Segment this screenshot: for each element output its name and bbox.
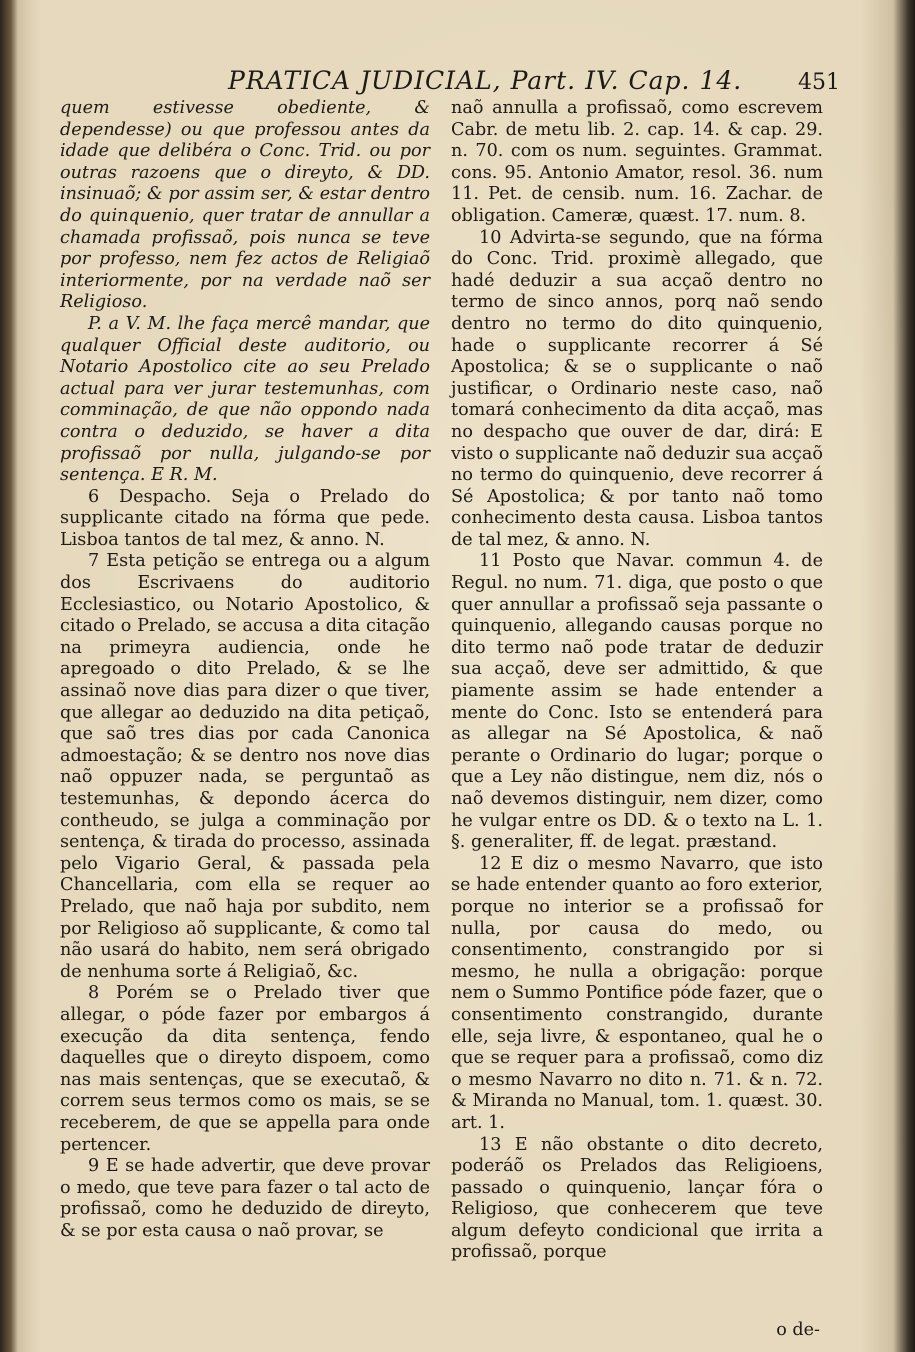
running-title: PRATICA JUDICIAL, Part. IV. Cap. 14. — [228, 66, 743, 95]
paragraph-right-5: 13 E não obstante o dito decreto, poderáõ os Prelados das Religioens, passado o quinquenio, lançar fóra o Religioso, que conhecerem que teve algum defeyto condicional que irrita a profissaõ, porque — [451, 1134, 823, 1263]
running-header — [60, 66, 840, 100]
page-binding-shadow — [0, 0, 18, 1352]
paragraph-right-3: 11 Posto que Navar. commun 4. de Regul. no num. 71. diga, que posto o que quer annullar a profissaõ seja passante o quinquenio, allegando causas porque no dito termo naõ pode tratar de deduzir sua acçaõ, deve ser admittido, & que piamente assim se hade entender a mente do Conc. Isto se entenderá para as allegar na Sé Apostolica, & naõ perante o Ordinario do lugar; porque o que a Ley não distingue, nem diz, nós o naõ devemos distinguir, nem dizer, como he vulgar entre os DD. & o texto na L. 1. §. generaliter, ff. de legat. præstand. — [451, 551, 823, 853]
catchword: o de- — [776, 1320, 820, 1340]
paragraph-right-1: naõ annulla a profissaõ, como escrevem Cabr. de metu lib. 2. cap. 14. & cap. 29. n. 70. com os num. seguintes. Grammat. cons. 95. Antonio Amator, resol. 36. num 11. Pet. de censib. num. 16. Zachar. de obligation. Cameræ, quæst. 17. num. 8. — [451, 98, 823, 226]
paragraph-left-3: 6 Despacho. Seja o Prelado do supplicante citado na fórma que pede. Lisboa tantos de tal mez, & anno. N. — [60, 486, 430, 550]
paragraph-right-4: 12 E diz o mesmo Navarro, que isto se hade entender quanto ao foro exterior, porque no interior se a profissaõ for nulla, por causa do medo, ou consentimento, constrangido por si mesmo, he nulla a obrigação: porque nem o Summo Pontifice póde fazer, que o consentimento constrangido, durante elle, seja livre, & espontaneo, qual he o que se requer para a profissaõ, como diz o mesmo Navarro no dito n. 71. & n. 72. & Miranda no Manual, tom. 1. quæst. 30. art. 1. — [451, 853, 823, 1133]
page-edge-shadow — [893, 0, 915, 1352]
paragraph-left-4: 7 Esta petição se entrega ou a algum dos Escrivaens do auditorio Ecclesiastico, ou Notario Apostolico, & citado o Prelado, se accusa a dita citação na primeyra audiencia, onde he apregoado o dito Prelado, & se lhe assinaõ nove dias para dizer o que tiver, que allegar ao deduzido na dita petiçaõ, que saõ tres dias por cada Canonica admoestação; & se dentro nos nove dias naõ oppuzer nada, se perguntaõ as testemunhas, & depondo ácerca do contheudo, se julga a comminação por sentença, & tirada do processo, assinada pelo Vigario Geral, & passada pela Chancellaria, com ella se requer ao Prelado, que naõ haja por subdito, nem por Religioso aõ supplicante, & como tal não usará do habito, nem será obrigado de nenhuma sorte á Religiaõ, &c. — [60, 551, 430, 982]
paragraph-right-2: 10 Advirta-se segundo, que na fórma do Conc. Trid. proximè allegado, que hadé deduzir a sua acçaõ dentro no termo de sinco annos, porq naõ sendo dentro no termo do dito quinquenio, hade o supplicante recorrer á Sé Apostolica; & se o supplicante o naõ justificar, o Ordinario neste caso, naõ tomará conhecimento da dita acçaõ, mas no despacho que ouver de dar, dirá: E visto o supplicante naõ deduzir sua acçaõ no termo do quinquenio, deve recorrer á Sé Apostolica; & por tanto naõ tomo conhecimento desta causa. Lisboa tantos de tal mez, & anno. N. — [451, 227, 823, 550]
left-column — [60, 98, 430, 1242]
right-column — [451, 98, 823, 1264]
paragraph-left-2: P. a V. M. lhe faça mercê mandar, que qualquer Official deste auditorio, ou Notario Apostolico cite ao seu Prelado actual para ver jurar testemunhas, com comminação, de que não oppondo nada contra o deduzido, se haver a dita profissaõ por nulla, julgando-se por sentença. E R. M. — [60, 313, 430, 486]
paragraph-left-1: quem estivesse obediente, & dependesse) ou que professou antes da idade que delibéra o Conc. Trid. ou por outras razoens que o direyto, & DD. insinuaõ; & por assim ser, & estar dentro do quinquenio, quer tratar de annullar a chamada profissaõ, pois nunca se teve por professo, nem fez actos de Religiaõ interiormente, por na verdade naõ ser Religioso. — [60, 98, 430, 313]
paragraph-left-6: 9 E se hade advertir, que deve provar o medo, que teve para fazer o tal acto de profissaõ, como he deduzido de direyto, & se por esta causa o naõ provar, se — [60, 1156, 430, 1241]
page-number: 451 — [798, 70, 840, 95]
paragraph-left-5: 8 Porém se o Prelado tiver que allegar, o póde fazer por embargos á execução da dita sentença, fendo daquelles que o direyto dispoem, como nas mais sentenças, que se executaõ, & correm seus termos como os mais, se se receberem, de que se appella para onde pertencer. — [60, 983, 430, 1155]
